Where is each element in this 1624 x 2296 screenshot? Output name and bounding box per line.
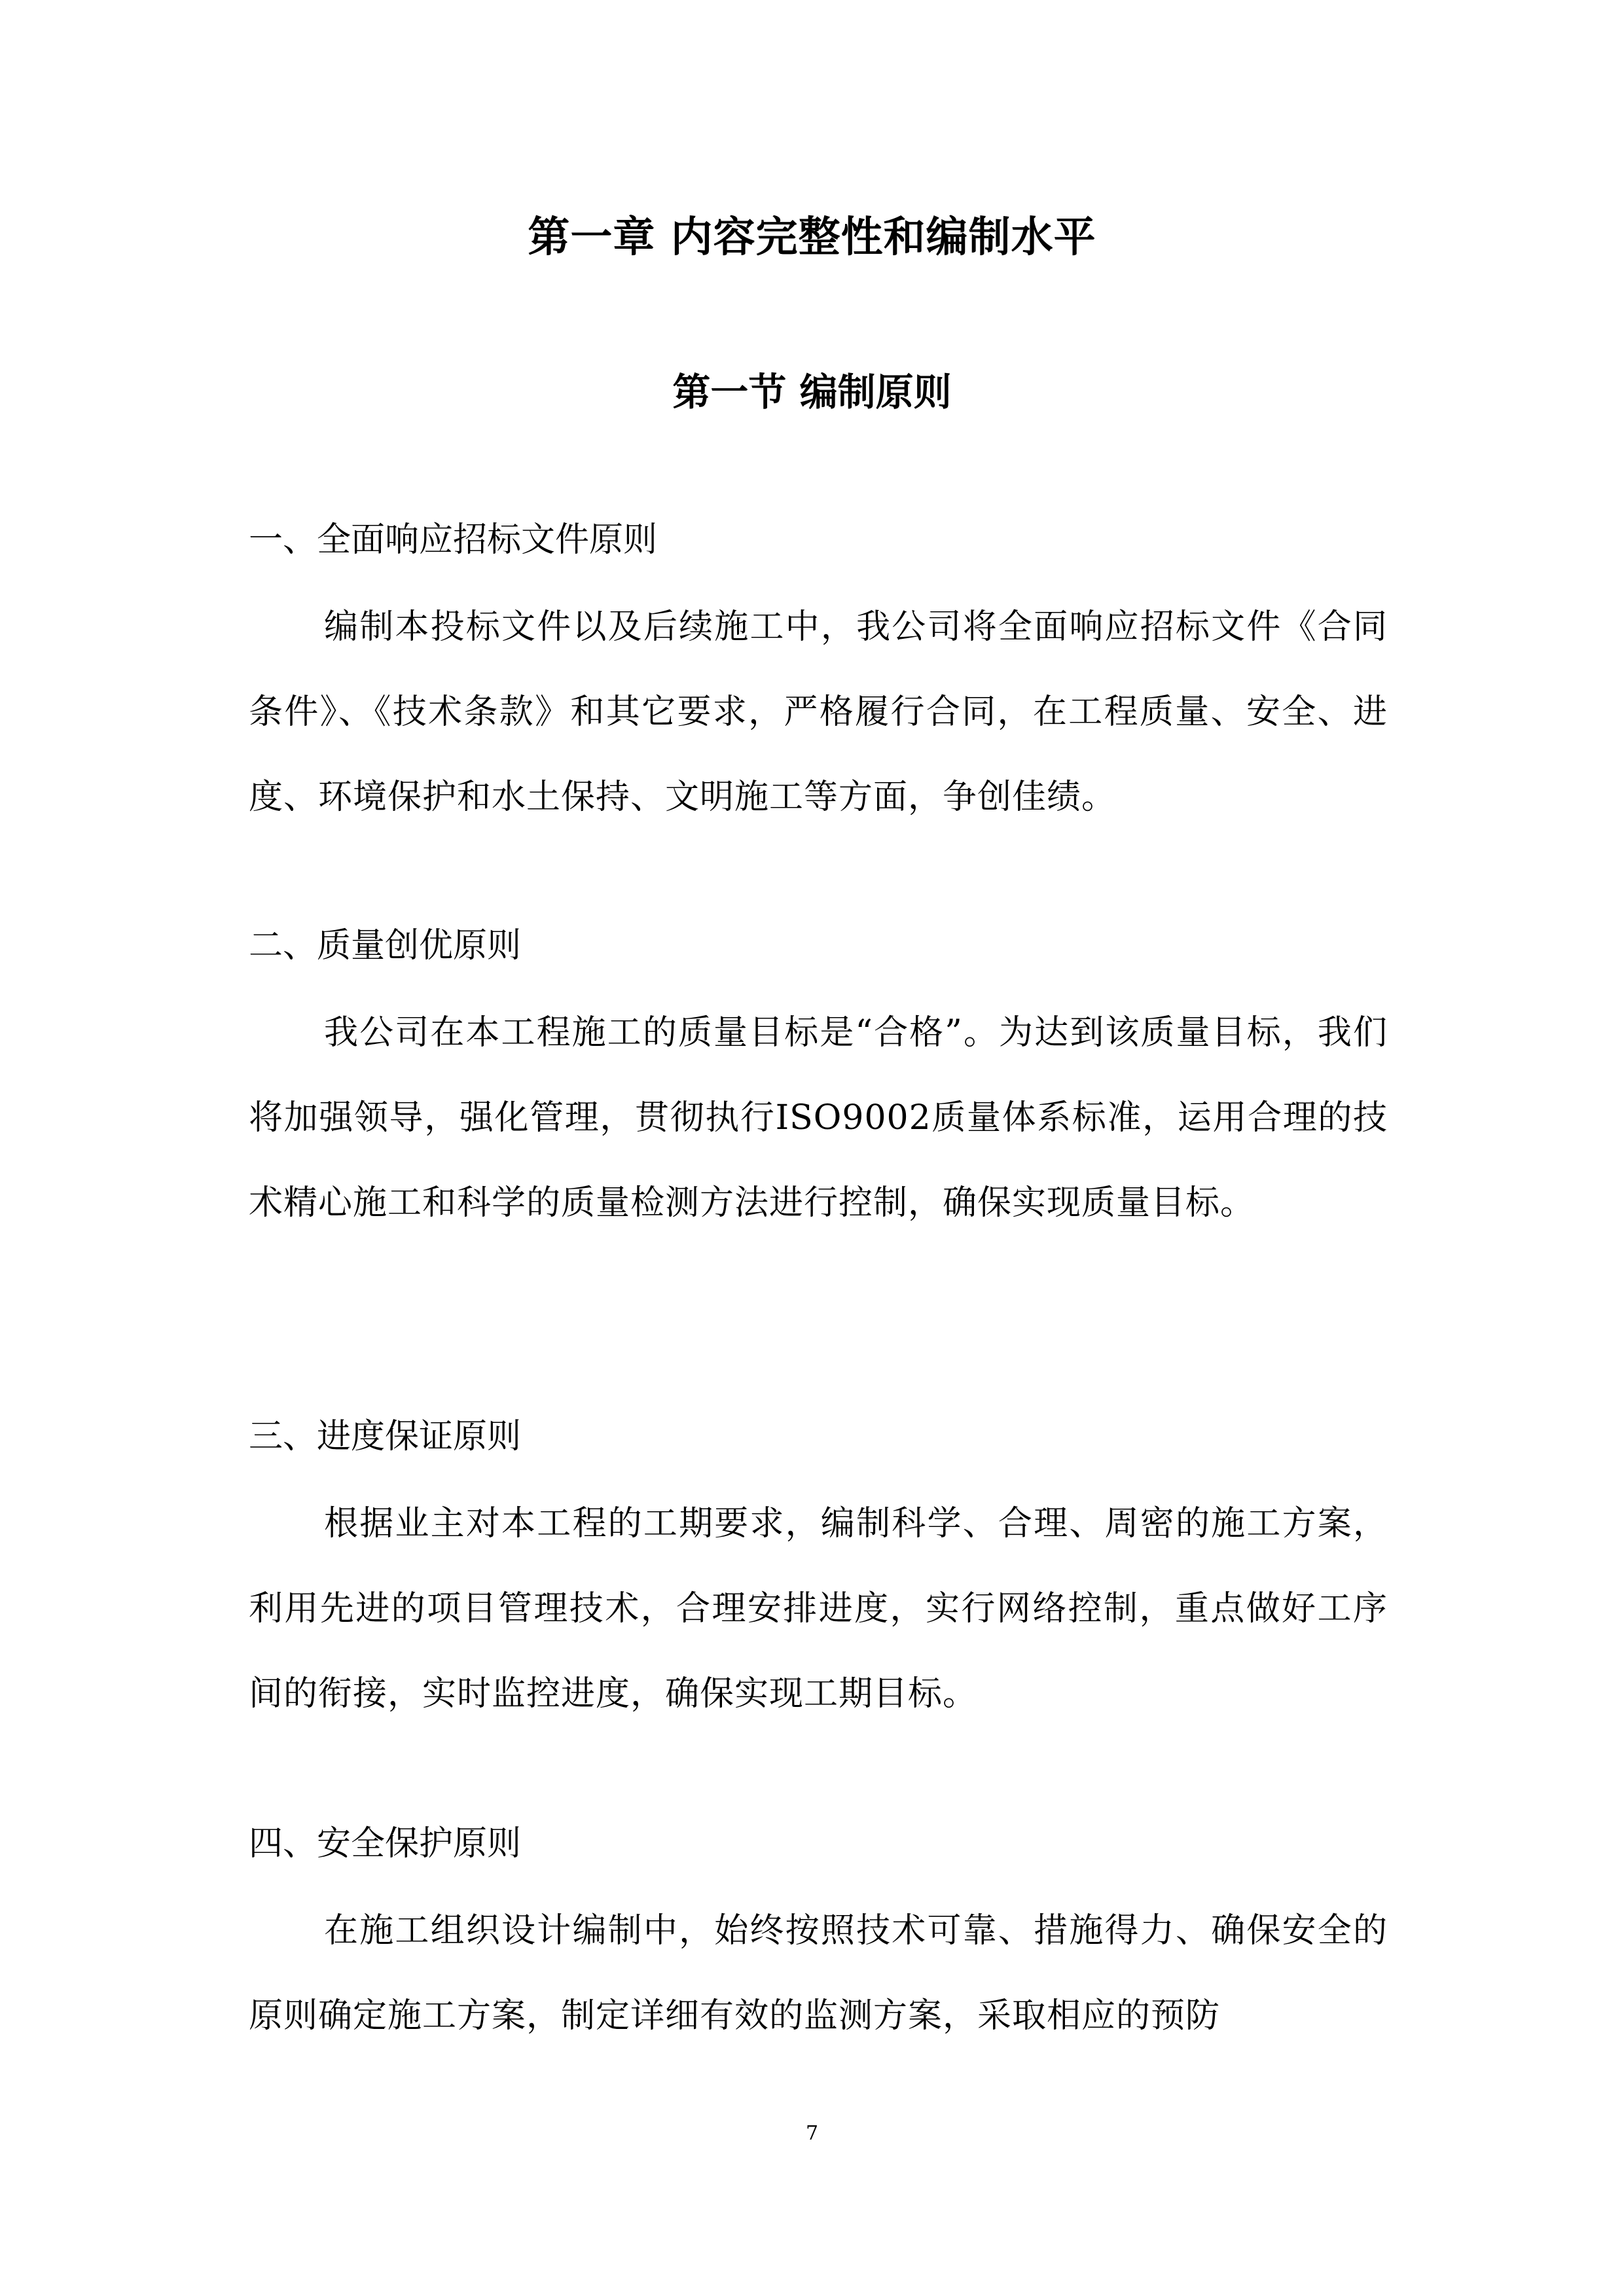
principle-heading-1: 一、全面响应招标文件原则 xyxy=(249,520,658,560)
principle-paragraph-4: 在施工组织设计编制中，始终按照技术可靠、措施得力、确保安全的原则确定施工方案，制定详细有效的监测方案，采取相应的预防 xyxy=(249,1911,1388,2036)
section-title: 第一节 编制原则 xyxy=(672,370,952,414)
chapter-title: 第一章 内容完整性和编制水平 xyxy=(528,213,1096,262)
principle-heading-2: 二、质量创优原则 xyxy=(249,926,522,965)
principle-heading-3: 三、进度保证原则 xyxy=(249,1417,522,1456)
principle-paragraph-2: 我公司在本工程施工的质量目标是“合格”。为达到该质量目标，我们将加强领导，强化管理，贯彻执行ISO9002质量体系标准，运用合理的技术精心施工和科学的质量检测方法进行控制，确保实现质量目标。 xyxy=(249,1013,1388,1223)
principle-paragraph-3: 根据业主对本工程的工期要求，编制科学、合理、周密的施工方案，利用先进的项目管理技术，合理安排进度，实行网络控制，重点做好工序间的衔接，实时监控进度，确保实现工期目标。 xyxy=(249,1504,1388,1713)
principle-paragraph-1: 编制本投标文件以及后续施工中，我公司将全面响应招标文件《合同条件》、《技术条款》和其它要求，严格履行合同，在工程质量、安全、进度、环境保护和水土保持、文明施工等方面，争创佳绩。 xyxy=(249,607,1388,817)
principle-heading-4: 四、安全保护原则 xyxy=(249,1824,522,1863)
page-number: 7 xyxy=(805,2122,819,2145)
